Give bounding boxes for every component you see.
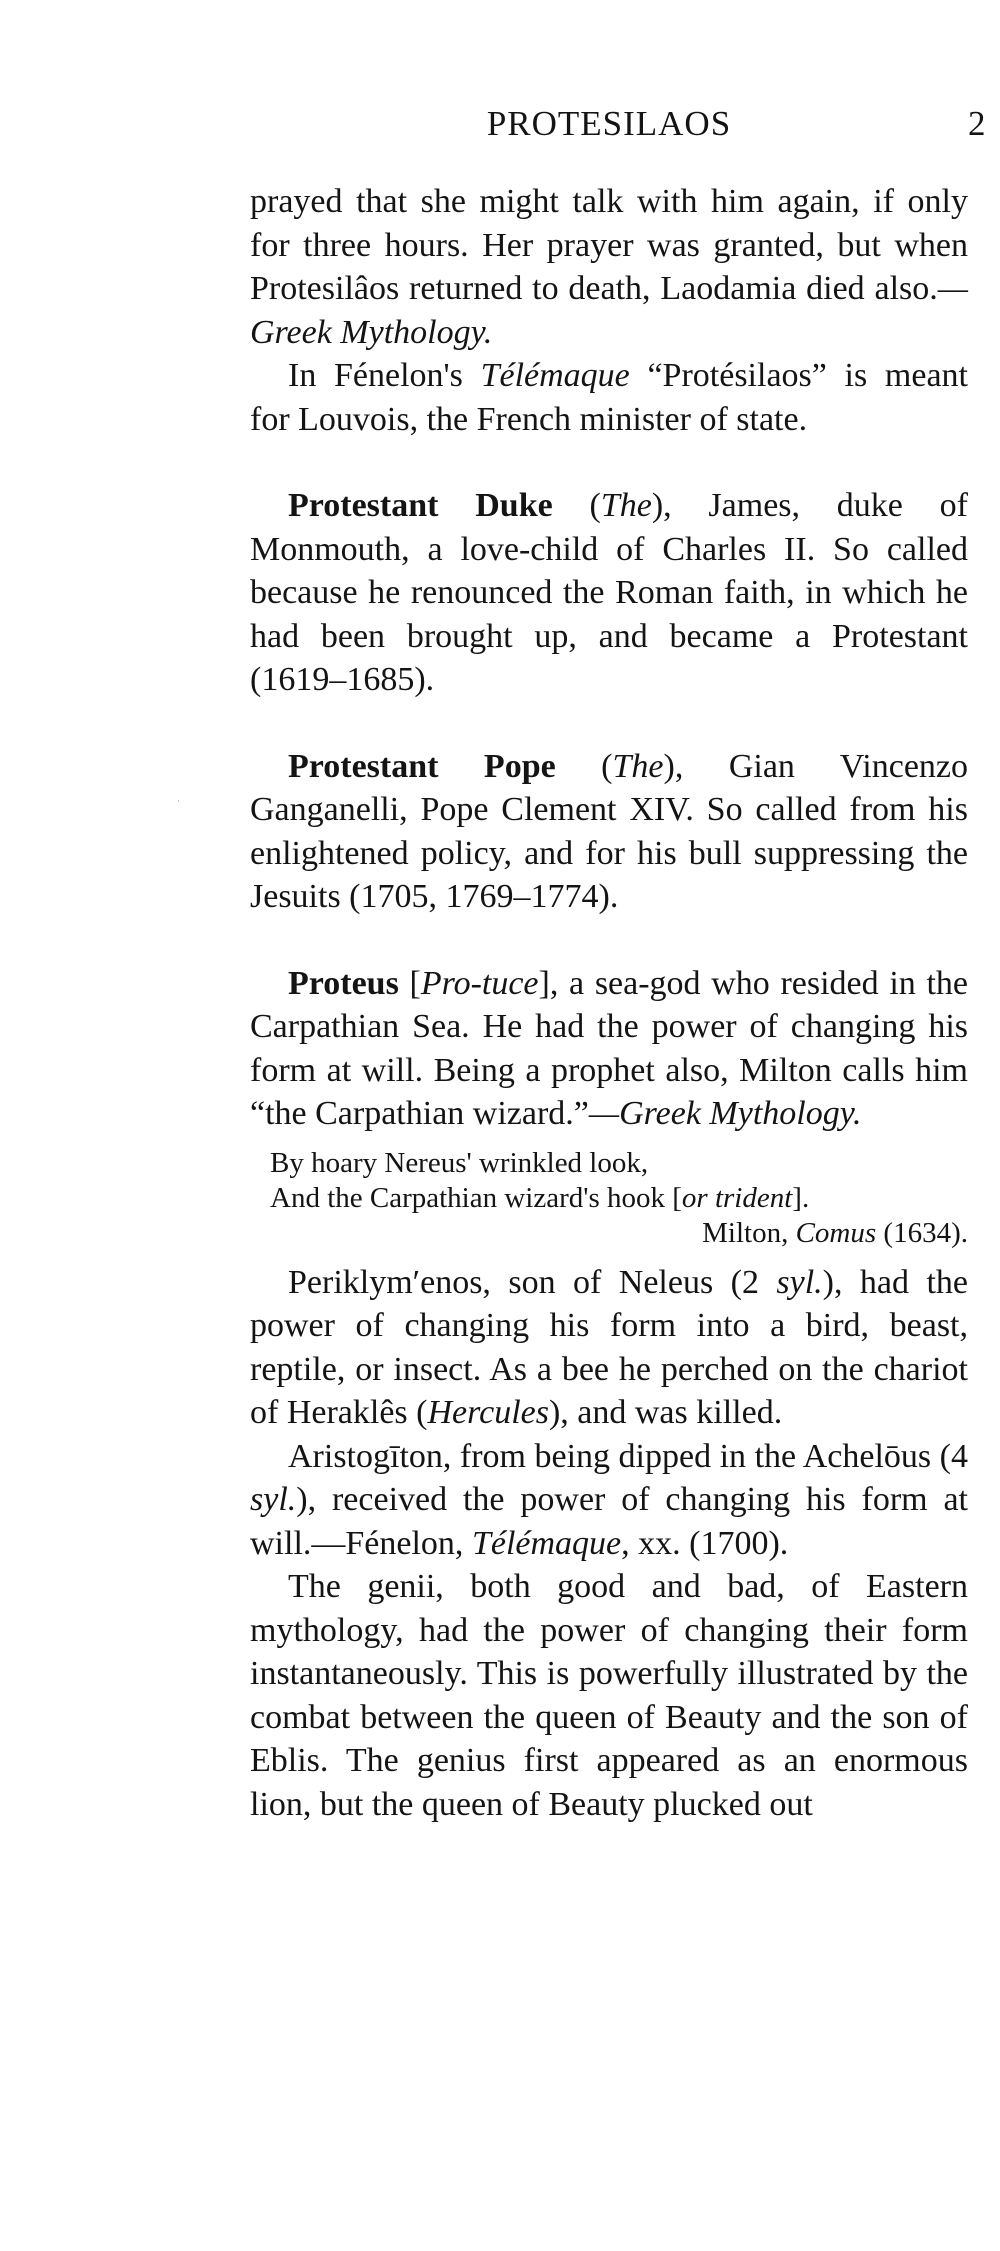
verse-line xyxy=(270,1181,968,1216)
abbrev: syl. xyxy=(250,1481,297,1518)
paragraph-fenelon-note xyxy=(250,354,968,441)
paragraph-text: ), received the power of changing his form at will.—Fénelon, xyxy=(250,1481,968,1562)
paragraph-protesilaos-end xyxy=(250,180,968,354)
abbrev: syl. xyxy=(776,1263,823,1301)
running-head: PROTESILAOS xyxy=(486,104,732,143)
entry-protestant-pope: Protestant Pope (The), Gian Vincenzo Ganganelli, Pope Clement XIV. So called from his enlightened policy, and for his bull suppressing the Jesuits (1705, 1769–1774). xyxy=(250,747,969,915)
paragraph-periklymenos xyxy=(250,1261,968,1435)
pronunciation: Pro-tuce xyxy=(420,964,539,1002)
entry-headword: Protestant Pope xyxy=(288,747,556,785)
work-title: Télémaque xyxy=(480,357,630,394)
paragraph-text: Aristogīton, from being dipped in the Achelōus (4 xyxy=(288,1437,968,1475)
verse-text: And the Carpathian wizard's hook [ xyxy=(270,1181,682,1214)
margin-speck xyxy=(178,800,179,802)
verse-line: By hoary Nereus' wrinkled look, xyxy=(270,1146,649,1179)
paragraph-genii xyxy=(250,1565,968,1826)
paragraph-text: The genii, both good and bad, of Eastern mythology, had the power of changing their form instantaneously. This is powerfully illustrated by the combat between the queen of Beauty and the son of Eblis. The genius first appeared as an enormous lion, but the queen of Beauty plucked out xyxy=(250,1568,968,1823)
work-title: Télémaque xyxy=(471,1524,622,1562)
headword-article: The xyxy=(600,487,652,524)
paragraph-text: , xx. (1700). xyxy=(621,1524,789,1562)
verse-quotation xyxy=(270,1146,968,1251)
paragraph-aristogiton xyxy=(250,1435,968,1566)
source-citation: —Greek Mythology. xyxy=(250,270,968,351)
citation-work: Comus xyxy=(795,1216,877,1249)
paragraph-text: ), and was killed. xyxy=(548,1394,783,1431)
entry-headword: Protestant Duke xyxy=(288,487,553,524)
paragraph-text: prayed that she might talk with him again, if only for three hours. Her prayer was granted, but when Protesilâos returned to death, Laodamia died also. xyxy=(250,183,968,307)
entry-headword: Proteus xyxy=(288,964,399,1002)
paragraph-text: “Protésilaos” is meant for Louvois, the French minister of state. xyxy=(250,357,968,438)
entry-proteus: Proteus [Pro-tuce], a sea-god who resided in the Carpathian Sea. He had the power of changing his form at will. Being a prophet also, Milton calls him “the Carpathian wizard.”—Greek Mythology. xyxy=(250,964,969,1132)
citation-author: Milton, xyxy=(702,1216,796,1249)
citation-year: (1634). xyxy=(876,1216,968,1249)
page-header xyxy=(250,104,1000,148)
source-citation: —Greek Mythology. xyxy=(588,1095,862,1132)
verse-gloss: or trident xyxy=(681,1181,793,1214)
text-column xyxy=(250,180,968,1826)
paragraph-text: ), had the power of changing his form into a bird, beast, reptile, or insect. As a bee he perched on the chariot of Heraklês ( xyxy=(250,1263,968,1431)
latin-name: Hercules xyxy=(427,1394,549,1431)
entry-body: , a sea-god who resided in the Carpathian Sea. He had the power of changing his form at will. Being a prophet also, Milton calls him “the Carpathian wizard.” xyxy=(250,964,969,1132)
page-number: 2 xyxy=(968,104,986,143)
paragraph-text: Periklym′enos, son of Neleus (2 xyxy=(288,1263,777,1301)
entry-body: James, duke of Monmouth, a love-child of Charles II. So called because he renounced the Roman faith, in which he had been brought up, and became a Protestant (1619–1685). xyxy=(250,487,968,698)
entry-protestant-duke: Protestant Duke (The), James, duke of Monmouth, a love-child of Charles II. So called because he renounced the Roman faith, in which he had been brought up, and became a Protestant (1619–1685). xyxy=(250,487,968,698)
verse-text: ]. xyxy=(792,1181,810,1214)
headword-article: The xyxy=(612,747,664,785)
quotation-citation xyxy=(270,1216,968,1251)
entry-body: Gian Vincenzo Ganganelli, Pope Clement XIV. So called from his enlightened policy, and for his bull suppressing the Jesuits (1705, 1769–1774). xyxy=(250,747,969,915)
paragraph-text: In Fénelon's xyxy=(288,357,481,394)
